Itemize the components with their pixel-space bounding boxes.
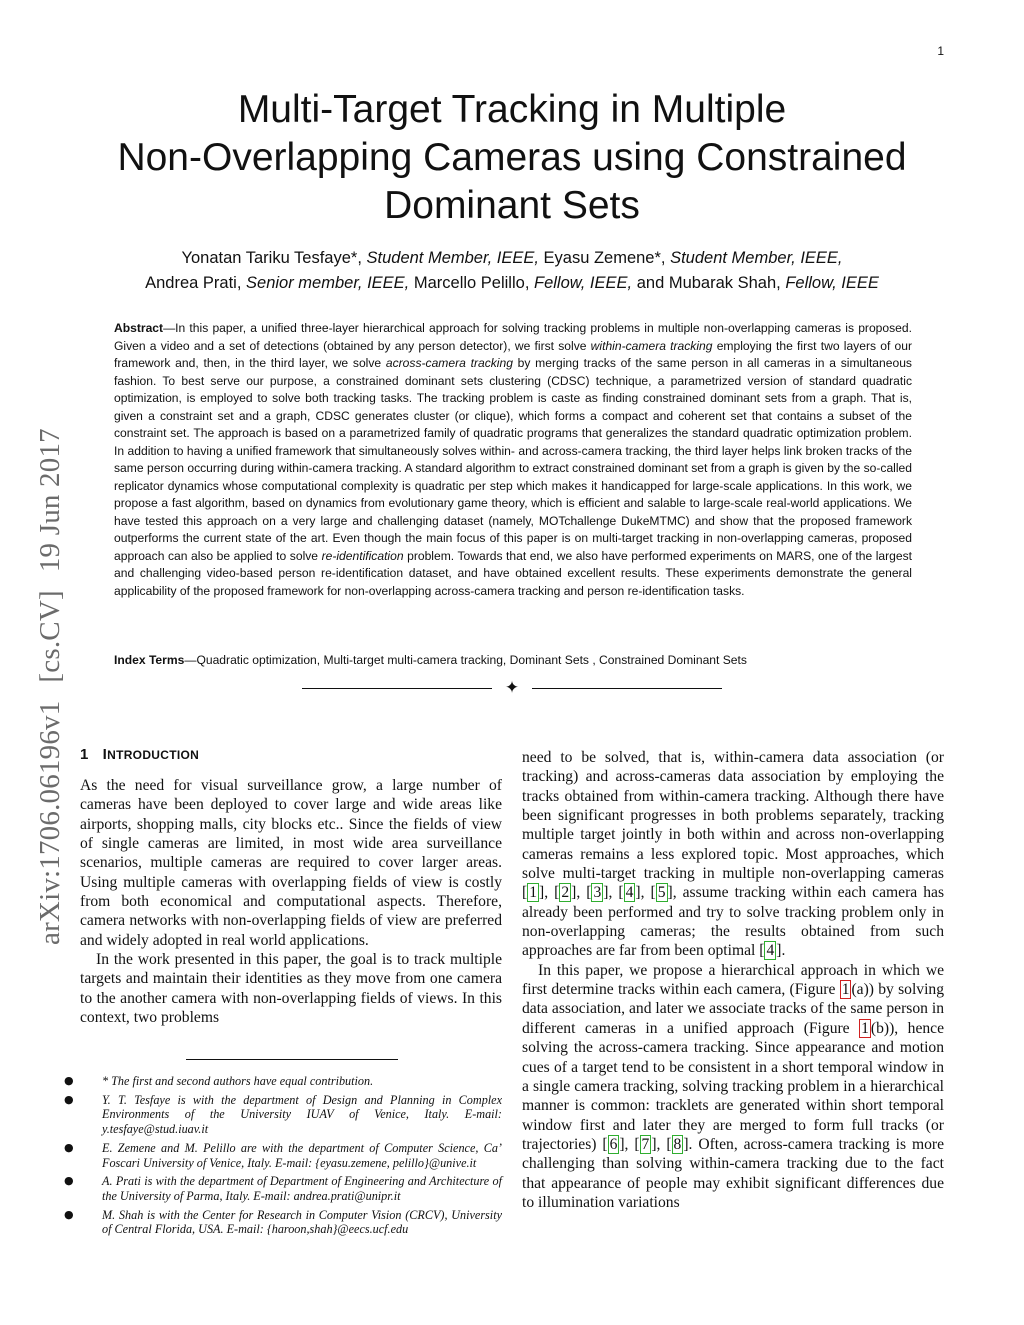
footnote-text: * The first and second authors have equal contribution. [102,1074,374,1088]
title-line: Dominant Sets [384,184,640,227]
footnote-text: M. Shah is with the Center for Research in Computer Vision (CRCV), University of Central Florida, USA. E-mail: {haroon,shah}@eecs.ucf.edu [102,1207,502,1237]
author-name: Eyasu Zemene*, [543,249,666,267]
left-column [80,776,502,1027]
citation-link[interactable]: 7 [641,1135,650,1153]
footnote-text: Y. T. Tesfaye is with the department of Design and Planning in Complex Environments of the University IUAV of Venice, Italy. E-mail: y.tesfaye@stud.iuav.it [102,1092,502,1137]
paragraph-text: need to be solved, that is, within-camera data association (or tracking) and across-cameras data association by employing the tracks obtained from within-camera tracking. Although there have been significant progresses in both problems separately, tracking multiple target jointly in both within and across non-overlapping cameras remains a less explored topic. Most approaches, which solve multi-target tracking in multiple non-overlapping cameras [522,749,944,883]
paragraph: In this paper, we propose a hierarchical approach in which we first determine tracks within each camera, (Figure 1 (a)) by solving data association, and later we associate tracks of the same person in different cameras in a unified approach (Figure 1 (b)), hence solving the across-camera tracking. Since appearance and motion cues of a target tend to be consistent in a short temporal window in a single camera tracking, solving tracking problem in a hierarchical manner is common: tracklets are generated within short temporal window first and later they are merged to form full tracks (or trajectories) [ 6 ], [ 7 ], [ 8 ]. Often, across-camera tracking is more challenging than solving within-camera tracking due to the fact that appearance of people may exhibit significant differences due to illumination variations [522,961,945,1211]
citation-link[interactable]: 6 [609,1135,618,1153]
section-divider [302,680,722,696]
section-number: 1 [80,746,89,763]
citation-link[interactable]: 3 [593,884,602,902]
paragraph-text: (b)), hence solving the across-camera tracking. Since appearance and motion cues of a target tend to be consistent in a short temporal window in a single camera tracking, solving tracking problem in a hierarchical manner is common: tracklets are generated within short temporal window first and later they are merged to form full tracks (or trajectories) [522,1019,944,1153]
figure-ref-link[interactable]: 1 [861,1019,869,1037]
footnote-item [64,1141,502,1170]
abstract-text: by merging tracks of the same person in all cameras in a simultaneous fashion. To best serve our purpose, a constrained dominant sets clustering (CDSC) technique, a parametrized version of standard quadratic optimization, is employed to solve both tracking tasks. The tracking problem is caste as finding constrained dominant sets from a graph. That is, given a constraint set and a graph, CDSC generates cluster (or clique), which forms a compact and coherent set that contains a subset of the constraint set. The approach is based on a parametrized family of quadratic programs that generalizes the standard quadratic optimization problem. In addition to having a unified framework that simultaneously solves within- and across-camera tracking, the third layer helps link broken tracks of the same person occurring during within-camera tracking. A standard algorithm to extract constrained dominant set from a graph is given by the so-called replicator dynamics whose computational complexity is quadratic per step which makes it handicapped for large-scale applications. In this work, we propose a fast algorithm, based on dynamics from evolutionary game theory, which is efficient and salable to large-scale real-world applications. We have tested this approach on a very large and challenging dataset (namely, MOTchallenge DukeMTMC) and show that the proposed framework outperforms the current state of the art. Even though the main focus of this paper is on multi-target tracking in non-overlapping cameras, proposed approach can also be applied to solve [114,356,912,563]
title-line: Multi-Target Tracking in Multiple [237,88,787,131]
abstract-emphasis: re-identification [321,548,404,563]
paragraph: need to be solved, that is, within-camera data association (or tracking) and across-cameras data association by employing the tracks obtained from within-camera tracking. Although there have been significant progresses in both problems separately, tracking multiple target jointly in both within and across non-overlapping cameras remains a less explored topic. Most approaches, which solve multi-target tracking in multiple non-overlapping cameras [ 1 ], [ 2 ], [ 3 ], [ 4 ], [ 5 ], assume tracking within each camera has already been performed and try to solve tracking problem only in non-overlapping cameras; the results obtained from such approaches are far from been optimal [ 4 ]. [522,749,945,960]
index-terms-sep: — [184,653,197,667]
author-line [70,246,954,271]
divider-line-right [532,688,722,689]
bullet-icon: ● [64,1074,74,1087]
author-name: and Mubarak Shah, [636,274,781,292]
author-role: Student Member, IEEE, [366,249,539,267]
abstract-text: problem. Towards that end, we also have performed experiments on MARS, one of the largest and challenging video-based person re-identification dataset, and have obtained excellent results. These experiments demonstrate the general applicability of the proposed framework for non-overlapping across-camera tracking and person re-identification tasks. [114,548,912,598]
bullet-icon: ● [64,1140,74,1154]
paragraph-text: . Often, across-camera tracking is more challenging than solving within-camera tracking due to the fact that appearance of people may exhibit significant differences due to illumination variations [522,1135,945,1211]
abstract-emphasis: across-camera tracking [385,356,513,370]
footnote-item [64,1093,502,1137]
citation-link[interactable]: 2 [561,884,570,902]
abstract-emphasis: within-camera tracking [590,338,713,353]
bullet-icon: ● [64,1207,74,1221]
footnote-text: A. Prati is with the department of Department of Engineering and Architecture of the University of Parma, Italy. E-mail: andrea.prati@unipr.it [102,1174,502,1203]
author-name: Andrea Prati, [145,274,242,292]
abstract-label: Abstract [114,321,164,335]
abstract [114,320,912,600]
arxiv-identifier [30,355,70,945]
right-column [522,748,944,1212]
author-name: Yonatan Tariku Tesfaye*, [181,249,362,267]
bullet-icon: ● [64,1092,74,1106]
paragraph: In the work presented in this paper, the goal is to track multiple targets and maintain their identities as they move from one camera to the another camera with non-overlapping fields of views. In this context, two problems [80,951,502,1027]
abstract-text: In this paper, a unified three-layer hierarchical approach for solving tracking problems in multiple non-overlapping cameras is proposed. Given a video and a set of detections (obtained by any person detector), we first solve [114,321,912,353]
paragraph-text: (a)) by solving data association, and later we associate tracks of the same person in different cameras in a unified approach (Figure [522,981,945,1037]
paragraph: As the need for visual surveillance grow, a large number of cameras have been deployed to cover large and wide areas like airports, shopping malls, city blocks etc.. Since the fields of view of single cameras are limited, in most wide area surveillance scenarios, multiple cameras are required to cover larger areas. Using multiple cameras with overlapping fields of view is costly from both economical and computational aspects. Therefore, camera networks with non-overlapping fields of view are preferred and widely adopted in real world applications. [80,777,502,949]
index-terms-text: Quadratic optimization, Multi-target multi-camera tracking, Dominant Sets , Constrained Dominant Sets [196,653,747,667]
figure-ref-link[interactable]: 1 [841,981,850,999]
section-title-rest: NTRODUCTION [107,748,200,762]
index-terms-label: Index Terms [114,653,185,667]
citation-link[interactable]: 1 [529,884,537,902]
divider-line-left [302,688,492,689]
section-heading [80,746,199,763]
footnote-item [64,1208,502,1237]
footnote-rule [186,1059,398,1060]
paragraph-text: . [781,942,786,960]
arxiv-category: [cs.CV] [33,590,66,683]
divider-star-icon: ✦ [504,678,520,698]
page-number: 1 [937,44,944,58]
paragraph-text: In this paper, we propose a hierarchical approach in which we first determine tracks within each camera, (Figure [522,961,944,999]
citation-link[interactable]: 4 [766,942,775,960]
abstract-sep: — [163,321,176,335]
index-terms [114,652,912,670]
paragraph-text: , assume tracking within each camera has already been performed and try to solve tracking problem only in non-overlapping cameras; the results obtained from such approaches are far from been optimal [522,884,945,960]
section-title-initial: I [102,746,108,763]
footnote-item [64,1074,502,1089]
footnote-text: E. Zemene and M. Pelillo are with the department of Computer Science, Ca’ Foscari University of Venice, Italy. E-mail: {eyasu.zemene, pelillo}@unive.it [102,1140,502,1170]
author-line [70,271,954,296]
arxiv-date: 19 Jun 2017 [33,428,66,573]
bullet-icon: ● [64,1174,74,1188]
citation-link[interactable]: 4 [625,884,634,902]
footnotes [64,1074,502,1241]
title-line: Non-Overlapping Cameras using Constrained [117,136,907,179]
author-role: Fellow, IEEE [785,274,879,292]
author-list [70,246,954,296]
arxiv-id: arXiv:1706.06196v1 [33,700,66,945]
author-role: Senior member, IEEE, [246,274,410,292]
author-name: Marcello Pelillo, [413,274,530,292]
abstract-text: employing the first two layers of our framework and, then, in the third layer, we solve [114,338,912,370]
citation-link[interactable]: 5 [657,884,666,902]
footnote-item [64,1174,502,1203]
citation-link[interactable]: 8 [673,1135,682,1153]
author-role: Fellow, IEEE, [534,274,633,292]
paper-title [70,86,954,230]
author-role: Student Member, IEEE, [670,249,843,267]
